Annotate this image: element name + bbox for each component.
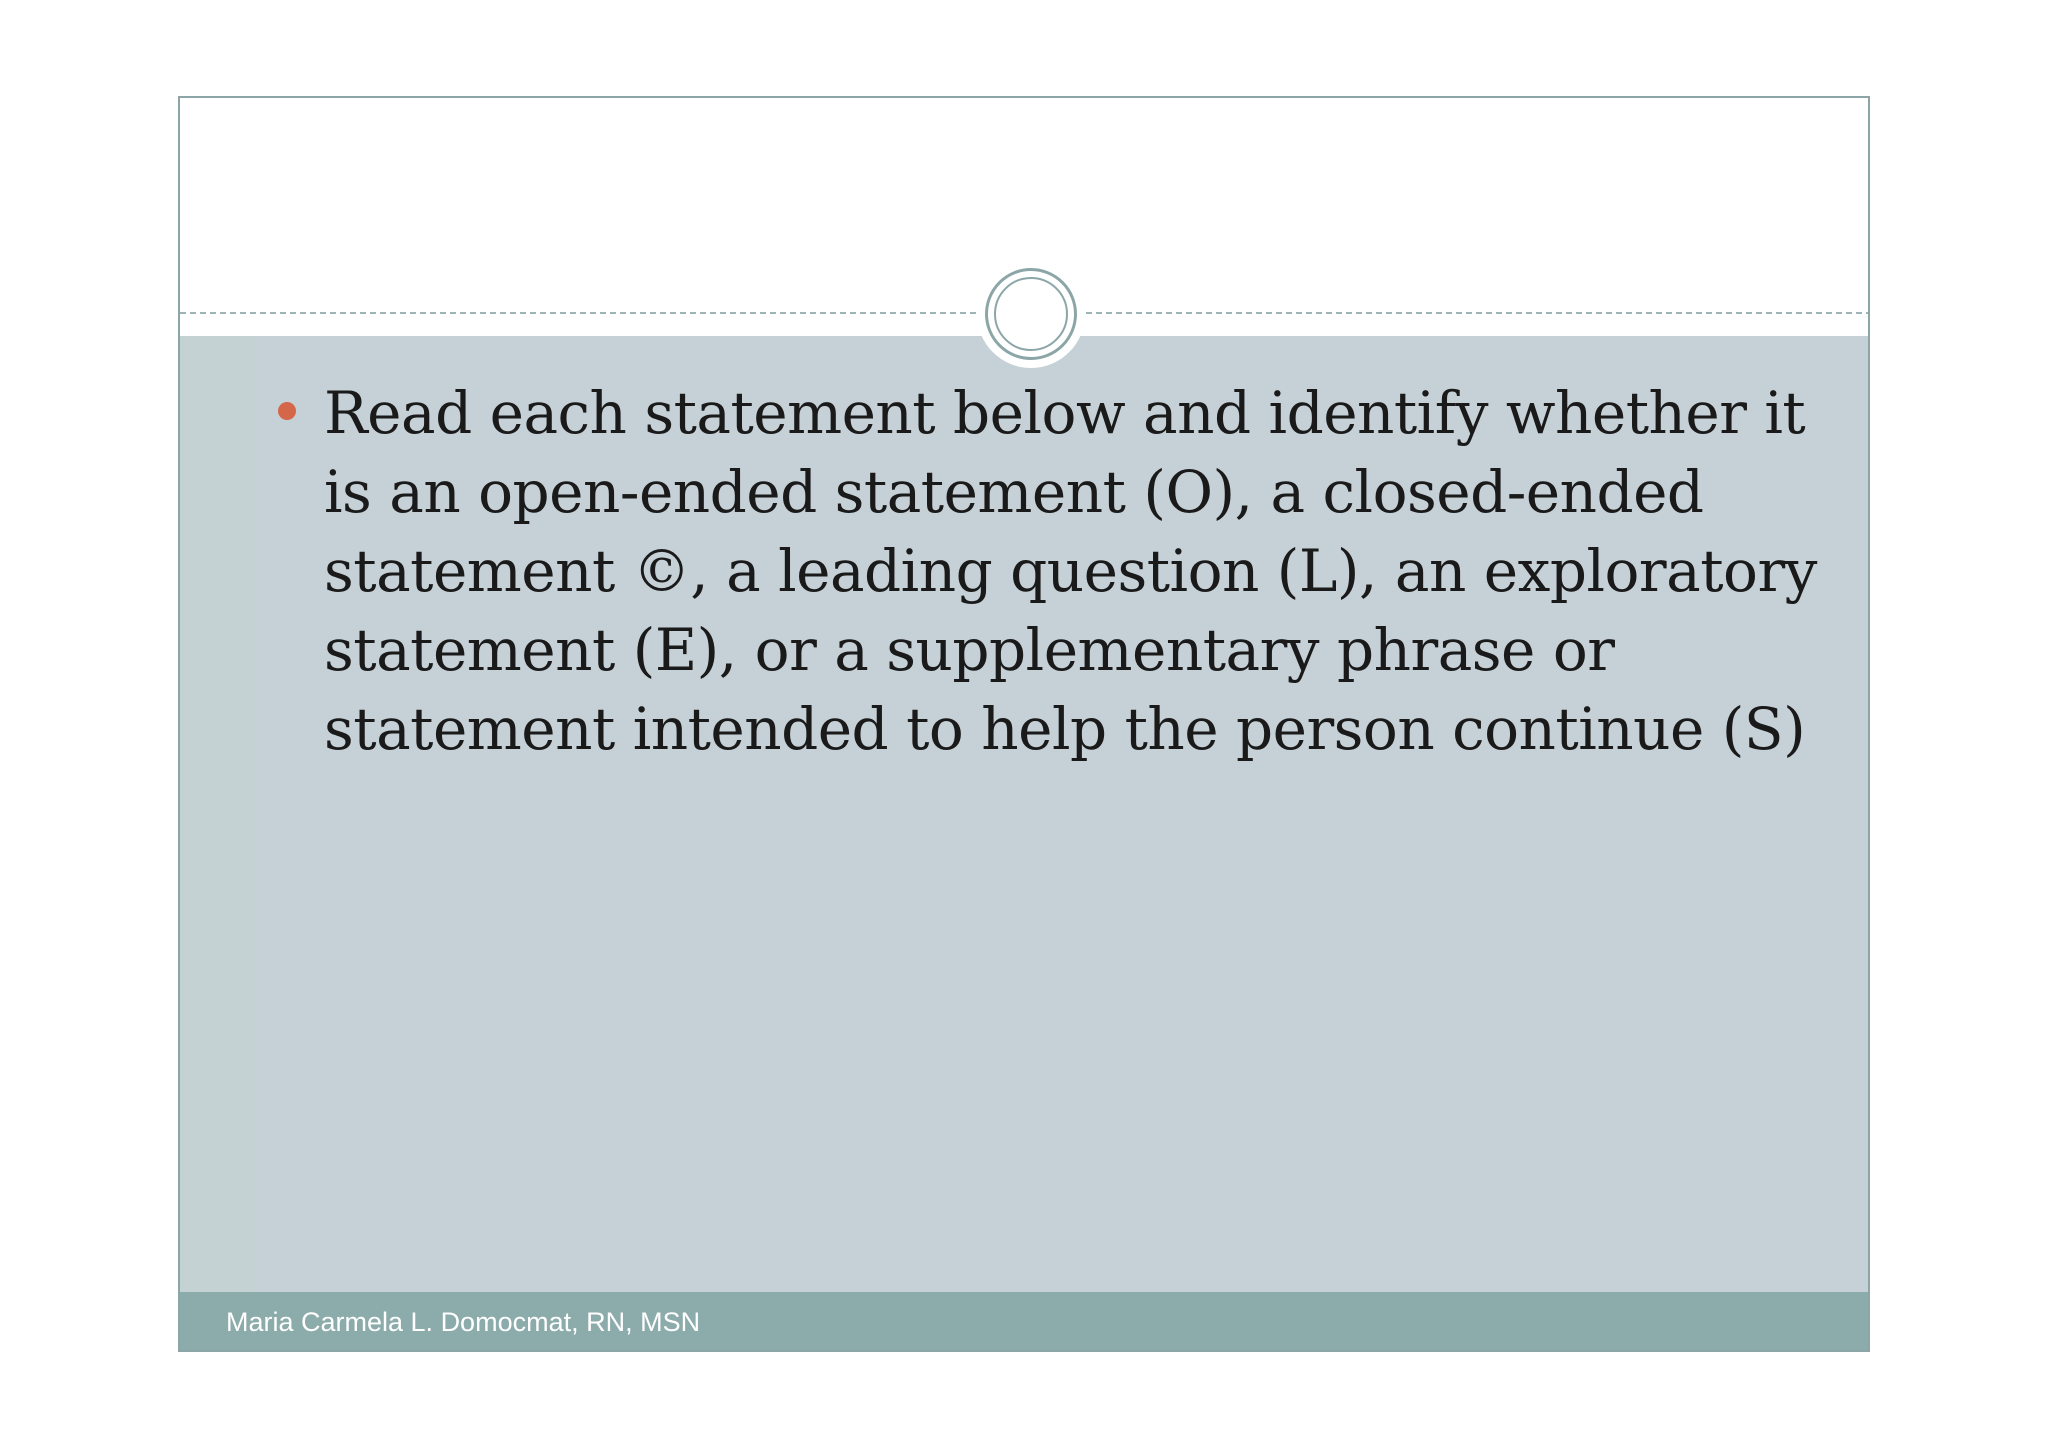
- circle-ornament-icon: [985, 268, 1077, 360]
- slide: [178, 96, 1870, 1352]
- divider-line-right: [1086, 312, 1870, 314]
- divider-line-left: [180, 312, 976, 314]
- bullet-dot-icon: [278, 402, 296, 420]
- slide-body-left-band: [180, 336, 258, 1292]
- bullet-item: [278, 374, 1838, 769]
- slide-content: [278, 374, 1838, 769]
- footer-bar: [180, 1292, 1868, 1352]
- bullet-text: Read each statement below and identify whether it is an open-ended statement (O), a closed-ended statement ©, a leading question (L), an exploratory statement (E), or a supplementary phrase or statement intended to help the person continue (S): [324, 379, 1817, 763]
- footer-author: Maria Carmela L. Domocmat, RN, MSN: [226, 1307, 701, 1337]
